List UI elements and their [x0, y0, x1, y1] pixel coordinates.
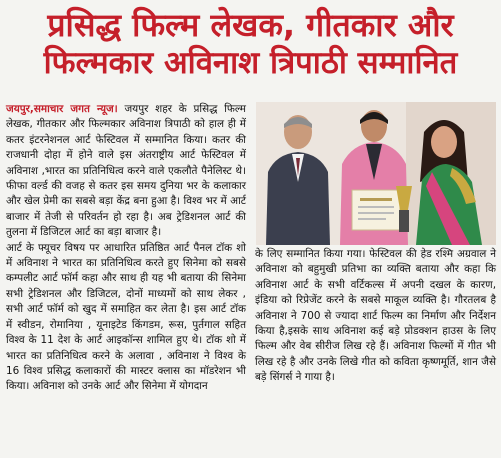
article-column-left	[6, 102, 246, 395]
dateline: जयपुर,समाचार जगत न्यूज।	[6, 103, 118, 115]
award-photo-illustration	[256, 102, 496, 245]
headline-line-2: फिल्मकार अविनाश त्रिपाठी सम्मानित	[43, 45, 458, 81]
article-paragraph-1	[6, 102, 246, 241]
headline-line-1: प्रसिद्ध फिल्म लेखक, गीतकार और	[47, 6, 454, 44]
article-column-right	[255, 247, 496, 386]
article-paragraph-3: के लिए सम्मानित किया गया। फेस्टिवल की हेड रश्मि अग्रवाल ने अविनाश को बहुमुखी प्रतिभा का व्यक्ति बताया और कहा कि अविनाश आर्ट के सभी वर्टिकल्स में अपनी दखल के कारण, इंडिया को रिप्रेजेंट करने के सबसे माकूल व्यक्ति है। गौरतलब है अविनाश ने 700 से ज्यादा शार्ट फिल्म का निर्माण और निर्देशन किया है,इसके साथ अविनाश कई बड़े प्रोडक्शन हाउस के लिए फिल्म और वेब सीरीज लिख रहे हैं। अविनाश फिल्मों में गीत भी लिख रहे है और उनके लिखे गीत को कविता कृष्णमूर्ति, शान जैसे बड़े सिंगर्स ने गाया है।	[255, 248, 496, 384]
article-paragraph-2: आर्ट के फ्यूचर विषय पर आधारित प्रतिष्ठित आर्ट पैनल टॉक शो में अविनाश ने भारत का प्रतिनिधित्व करते हुए सिनेमा को सबसे कम्पलीट आर्ट फॉर्म कहा और साथ ही यह भी बताया की सिनेमा सभी ट्रेडिशनल और डिजिटल, दोनों माध्यमों को साथ लेकर , सभी आर्ट फॉर्म को खुद में समाहित कर लेता है। इस आर्ट टॉक में स्वीडन, रोमानिया , यूनाइटेड किंगडम, रूस, पुर्तगाल सहित विश्व के 11 देश के आर्ट आइकॉन्स शामिल हुए थे। टॉक शो में भारत का प्रतिनिधित्व करने के अलावा , अविनाश ने विश्व के 16 विश्व प्रसिद्ध कलाकारों की मास्टर क्लास का मॉडरेशन भी किया। अविनाश को उनके आर्ट और सिनेमा में योगदान	[6, 241, 246, 393]
paragraph-1-text: जयपुर शहर के प्रसिद्ध फिल्म लेखक, गीतकार और फिल्मकार अविनाश त्रिपाठी को हाल ही में कतर इंटरनेशनल आर्ट फेस्टिवल में सम्मानित किया। कतर की राजधानी दोहा में होने वाले इस अंतराष्ट्रीय आर्ट फेस्टिवल में अविनाश ,भारत का प्रतिनिधित्व करने वाले एकलौते पैनेलिस्ट थे। फीफा वर्ल्ड की वजह से कतर इस समय दुनिया भर के कलाकार और खेल प्रेमी का सबसे बड़ा केंद्र बना हुआ है। विश्व भर में आर्ट बाजार में तेजी से परिवर्तन हो रहा है। अब ट्रेडिशनल आर्ट की तुलना में डिजिटल आर्ट का बड़ा बाजार है।	[6, 103, 246, 239]
headline	[0, 6, 501, 82]
award-photo	[256, 102, 496, 245]
